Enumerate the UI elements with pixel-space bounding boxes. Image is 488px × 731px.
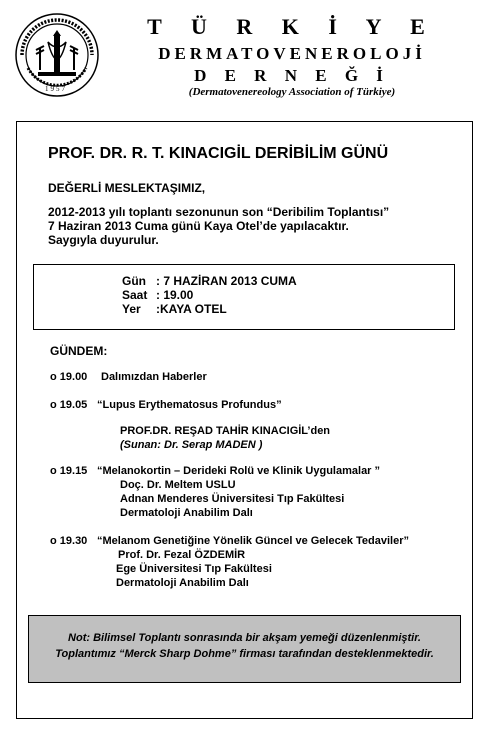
info-time-value: : 19.00 [156, 288, 194, 302]
agenda-title: Dalımızdan Haberler [101, 371, 207, 383]
agenda-presenter: Prof. Dr. Fezal ÖZDEMİR [118, 549, 246, 561]
header-association: D E R N E Ğ İ [194, 66, 390, 85]
agenda-title: “Melanom Genetiğine Yönelik Güncel ve Gelecek Tedaviler” [97, 535, 409, 547]
agenda-institution: Ege Üniversitesi Tıp Fakültesi [116, 563, 272, 575]
agenda-title: “Lupus Erythematosus Profundus” [97, 399, 282, 411]
header-country: T Ü R K İ Y E [147, 14, 437, 39]
agenda-title: “Melanokortin – Derideki Rolü ve Klinik Uygulamalar ” [97, 465, 381, 477]
intro-line-1: 2012-2013 yılı toplantı sezonunun son “Deribilim Toplantısı” [48, 205, 390, 219]
agenda-time: o 19.30 [50, 535, 88, 547]
header-organization: DERMATOVENEROLOJİ [158, 44, 426, 63]
seal-year: 1957 [45, 85, 67, 93]
info-place-value: :KAYA OTEL [156, 302, 227, 316]
info-place-label: Yer [122, 302, 141, 316]
page-title: PROF. DR. R. T. KINACIGİL DERİBİLİM GÜNÜ [48, 145, 389, 162]
info-day-value: : 7 HAZİRAN 2013 CUMA [156, 274, 297, 288]
agenda-presenter: Doç. Dr. Meltem USLU [120, 479, 236, 491]
agenda-institution: Adnan Menderes Üniversitesi Tıp Fakültesi [120, 493, 345, 505]
agenda-time: o 19.15 [50, 465, 88, 477]
agenda-heading: GÜNDEM: [50, 344, 108, 358]
intro-line-3: Saygıyla duyurulur. [48, 233, 159, 247]
agenda-department: Dermatoloji Anabilim Dalı [116, 577, 249, 589]
info-day-label: Gün [122, 274, 146, 288]
info-time-label: Saat [122, 288, 148, 302]
agenda-department: Dermatoloji Anabilim Dalı [120, 507, 253, 519]
intro-line-2: 7 Haziran 2013 Cuma günü Kaya Otel’de yapılacaktır. [48, 219, 349, 233]
agenda-presenter-note: (Sunan: Dr. Serap MADEN ) [120, 439, 263, 451]
agenda-time: o 19.00 [50, 371, 88, 383]
greeting: DEĞERLİ MESLEKTAŞIMIZ, [48, 181, 206, 195]
note-line-2: Toplantımız “Merck Sharp Dohme” firması tarafından desteklenmektedir. [55, 648, 434, 660]
header-english-name: (Dermatovenereology Association of Türkiye) [188, 86, 396, 98]
note-line-1: Not: Bilimsel Toplantı sonrasında bir akşam yemeği düzenlenmiştir. [68, 632, 421, 644]
agenda-presenter: PROF.DR. REŞAD TAHİR KINACIGİL’den [120, 425, 331, 437]
sponsor-note-box [28, 615, 461, 683]
association-seal-icon [14, 12, 100, 98]
agenda-time: o 19.05 [50, 399, 88, 411]
